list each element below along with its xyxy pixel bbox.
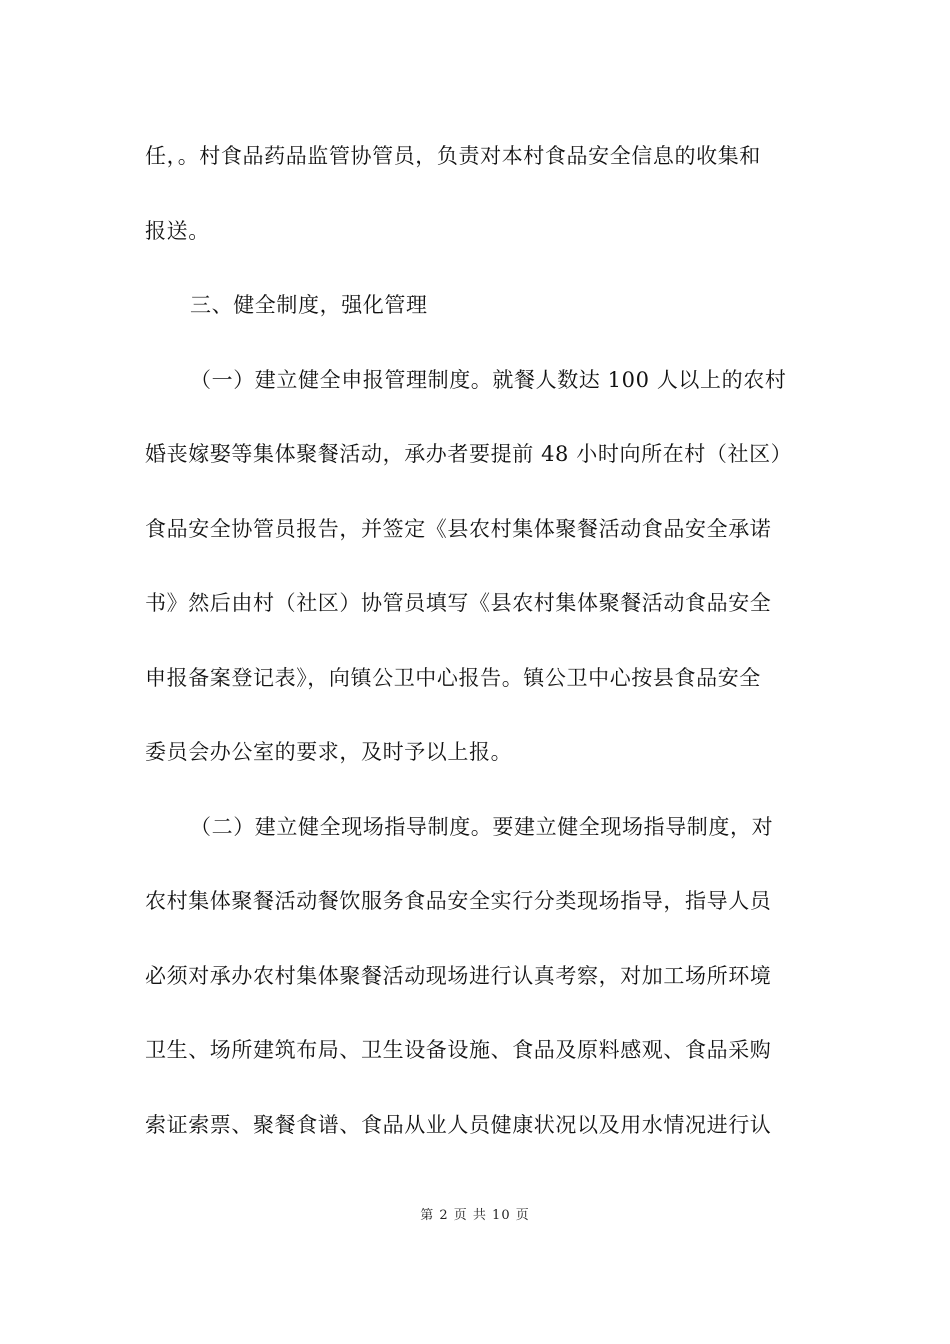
- text-line-4: （一）建立健全申报管理制度。就餐人数达 100 人以上的农村: [190, 368, 787, 392]
- section-heading: 三、健全制度，强化管理: [190, 293, 428, 317]
- text-line-9: 委员会办公室的要求，及时予以上报。: [145, 740, 513, 764]
- text-line-8: 申报备案登记表》，向镇公卫中心报告。镇公卫中心按县食品安全: [145, 666, 761, 690]
- text-line-2: 报送。: [145, 219, 210, 243]
- text-line-11: 农村集体聚餐活动餐饮服务食品安全实行分类现场指导，指导人员: [145, 889, 772, 913]
- text-line-12: 必须对承办农村集体聚餐活动现场进行认真考察，对加工场所环境: [145, 964, 772, 988]
- page-footer: 第 2 页 共 10 页: [420, 1208, 530, 1223]
- text-line-10: （二）建立健全现场指导制度。要建立健全现场指导制度，对: [190, 815, 774, 839]
- text-line-1: 任，。村食品药品监管协管员，负责对本村食品安全信息的收集和: [145, 144, 761, 168]
- text-line-7: 书》然后由村（社区）协管员填写《县农村集体聚餐活动食品安全: [145, 591, 772, 615]
- text-line-13: 卫生、场所建筑布局、卫生设备设施、食品及原料感观、食品采购: [145, 1038, 772, 1062]
- text-line-6: 食品安全协管员报告，并签定《县农村集体聚餐活动食品安全承诺: [145, 517, 772, 541]
- text-line-14: 索证索票、聚餐食谱、食品从业人员健康状况以及用水情况进行认: [145, 1113, 772, 1137]
- text-line-5: 婚丧嫁娶等集体聚餐活动，承办者要提前 48 小时向所在村（社区）: [145, 442, 793, 466]
